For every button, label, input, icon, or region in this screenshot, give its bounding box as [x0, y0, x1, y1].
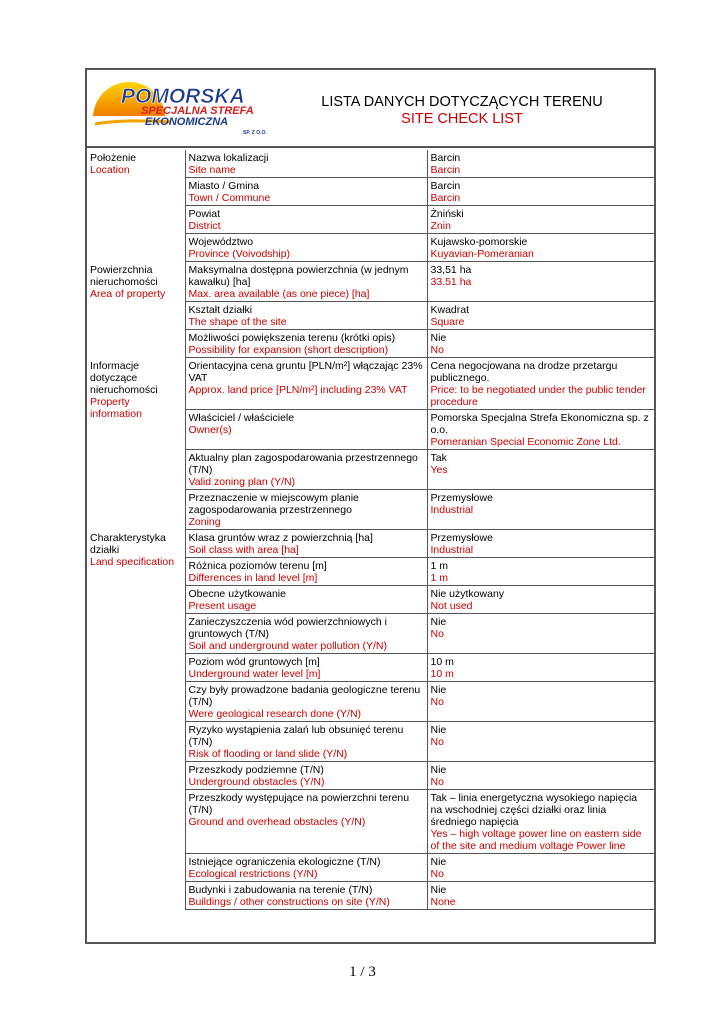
answer-pl: Cena negocjowana na drodze przetargu publicznego. [430, 360, 618, 384]
question-en: Valid zoning plan (Y/N) [188, 476, 296, 488]
question-cell [185, 450, 427, 490]
section-label-en: Property information [90, 395, 142, 420]
question-en: Province (Voivodship) [188, 248, 291, 260]
answer-en: No [430, 696, 444, 708]
answer-en: Znin [430, 220, 451, 232]
section-label-en: Location [90, 164, 130, 176]
question-pl: Obecne użytkowanie [188, 588, 286, 600]
question-pl: Województwo [188, 236, 254, 248]
question-en: Present usage [188, 600, 257, 612]
answer-pl: Barcin [430, 152, 461, 164]
answer-en: Industrial [430, 544, 474, 556]
answer-pl: Nie [430, 884, 447, 896]
answer-cell [427, 762, 654, 790]
pomorska-logo [91, 78, 271, 138]
answer-pl: 33,51 ha [430, 264, 472, 276]
table-row [87, 262, 654, 302]
page-number: 1 / 3 [349, 964, 376, 980]
section-label [87, 530, 185, 910]
question-pl: Czy były prowadzone badania geologiczne terenu (T/N) [188, 684, 421, 708]
question-cell [185, 490, 427, 530]
question-pl: Właściciel / właściciele [188, 412, 295, 424]
answer-en: Yes [430, 464, 448, 476]
logo-suffix: SP. Z O.O. [243, 130, 267, 136]
answer-en: No [430, 628, 444, 640]
answer-en: Industrial [430, 504, 474, 516]
question-en: Town / Commune [188, 192, 271, 204]
answer-en: Not used [430, 600, 473, 612]
question-en: Soil class with area [ha] [188, 544, 299, 556]
answer-pl: Nie [430, 764, 447, 776]
answer-cell [427, 682, 654, 722]
question-cell [185, 882, 427, 910]
answer-cell [427, 450, 654, 490]
answer-en: 10 m [430, 668, 454, 680]
answer-pl: Żniński [430, 208, 464, 220]
question-pl: Przeznaczenie w miejscowym planie zagospodarowania przestrzennego [188, 492, 359, 516]
question-en: Site name [188, 164, 236, 176]
answer-cell [427, 558, 654, 586]
table-row [87, 150, 654, 178]
question-cell [185, 654, 427, 682]
question-cell [185, 262, 427, 302]
question-cell [185, 330, 427, 358]
question-en: Underground obstacles (Y/N) [188, 776, 325, 788]
section-label [87, 150, 185, 262]
question-cell [185, 586, 427, 614]
answer-cell [427, 654, 654, 682]
answer-cell [427, 490, 654, 530]
section-label-pl: Położenie [90, 152, 137, 164]
answer-cell [427, 330, 654, 358]
question-en: Possibility for expansion (short description) [188, 344, 389, 356]
question-en: Ground and overhead obstacles (Y/N) [188, 816, 366, 828]
answer-cell [427, 178, 654, 206]
answer-en: 1 m [430, 572, 449, 584]
answer-pl: Nie [430, 616, 447, 628]
question-en: Underground water level [m] [188, 668, 321, 680]
answer-en: Barcin [430, 192, 461, 204]
question-pl: Budynki i zabudowania na terenie (T/N) [188, 884, 373, 896]
question-pl: Ryzyko wystąpienia zalań lub obsunięć terenu (T/N) [188, 724, 404, 748]
section-label-en: Area of property [90, 287, 166, 300]
section-label-pl: Charakterystyka działki [90, 531, 166, 556]
question-en: Were geological research done (Y/N) [188, 708, 362, 720]
answer-pl: Tak – linia energetyczna wysokiego napięcia na wschodniej części działki oraz linia średniego napięcia [430, 792, 638, 828]
section-label-en: Land specification [90, 555, 175, 568]
answer-en: None [430, 896, 456, 908]
answer-pl: Kujawsko-pomorskie [430, 236, 528, 248]
answer-cell [427, 358, 654, 410]
question-cell [185, 302, 427, 330]
table-row [87, 358, 654, 410]
question-pl: Możliwości powiększenia terenu (krótki opis) [188, 332, 396, 344]
answer-en: No [430, 868, 444, 880]
logo-graphic [91, 78, 271, 138]
answer-en: 33.51 ha [430, 276, 472, 288]
question-pl: Nazwa lokalizacji [188, 152, 269, 164]
answer-cell [427, 234, 654, 262]
answer-cell [427, 882, 654, 910]
question-en: Soil and underground water pollution (Y/N) [188, 640, 387, 652]
question-cell [185, 410, 427, 450]
question-cell [185, 358, 427, 410]
question-en: Buildings / other constructions on site (Y/N) [188, 896, 390, 908]
question-cell [185, 150, 427, 178]
document-header [87, 70, 654, 148]
title-english: SITE CHECK LIST [401, 111, 523, 127]
answer-pl: Nie użytkowany [430, 588, 505, 600]
question-en: Owner(s) [188, 424, 232, 436]
answer-en: Kuyavian-Pomeranian [430, 248, 534, 260]
question-pl: Powiat [188, 208, 221, 220]
answer-cell [427, 854, 654, 882]
question-cell [185, 790, 427, 854]
question-cell [185, 722, 427, 762]
answer-pl: Nie [430, 724, 447, 736]
answer-pl: Przemysłowe [430, 492, 493, 504]
question-pl: Orientacyjna cena gruntu [PLN/m²] włączając 23% VAT [188, 360, 423, 384]
question-en: Zoning [188, 516, 221, 528]
section-label [87, 262, 185, 358]
site-check-table [87, 150, 654, 910]
question-cell [185, 178, 427, 206]
answer-cell [427, 206, 654, 234]
answer-en: No [430, 736, 444, 748]
question-en: The shape of the site [188, 316, 287, 328]
question-cell [185, 682, 427, 722]
question-pl: Kształt działki [188, 304, 253, 316]
question-cell [185, 234, 427, 262]
table-row [87, 530, 654, 558]
question-en: Differences in land level [m] [188, 572, 318, 584]
answer-cell [427, 586, 654, 614]
question-pl: Przeszkody podziemne (T/N) [188, 764, 324, 776]
answer-cell [427, 262, 654, 302]
question-pl: Klasa gruntów wraz z powierzchnią [ha] [188, 532, 373, 544]
answer-pl: Kwadrat [430, 304, 470, 316]
answer-en: Yes – high voltage power line on eastern side of the site and medium voltage Power line [430, 828, 642, 852]
answer-pl: Nie [430, 856, 447, 868]
question-pl: Maksymalna dostępna powierzchnia (w jednym kawałku) [ha] [188, 264, 409, 288]
section-label-pl: Powierzchnia nieruchomości [90, 263, 158, 288]
answer-cell [427, 410, 654, 450]
logo-name: POMORSKA [121, 85, 245, 108]
answer-cell [427, 722, 654, 762]
question-cell [185, 206, 427, 234]
question-pl: Przeszkody występujące na powierzchni terenu (T/N) [188, 792, 410, 816]
question-cell [185, 614, 427, 654]
question-cell [185, 762, 427, 790]
question-en: District [188, 220, 221, 232]
answer-cell [427, 614, 654, 654]
section-label-pl: Informacje dotyczące nieruchomości [90, 359, 158, 396]
question-cell [185, 530, 427, 558]
question-cell [185, 854, 427, 882]
answer-en: No [430, 776, 444, 788]
question-pl: Różnica poziomów terenu [m] [188, 560, 327, 572]
answer-cell [427, 790, 654, 854]
answer-en: Square [430, 316, 465, 328]
question-pl: Aktualny plan zagospodarowania przestrzennego (T/N) [188, 452, 418, 476]
document-sheet [85, 68, 656, 944]
answer-pl: 1 m [430, 560, 449, 572]
answer-en: Barcin [430, 164, 461, 176]
question-pl: Miasto / Gmina [188, 180, 260, 192]
logo-line2: SPECJALNA STREFA [141, 105, 254, 117]
answer-en: Price: to be negotiated under the public tender procedure [430, 384, 646, 408]
logo-line3: EKONOMICZNA [145, 116, 229, 128]
answer-pl: Nie [430, 332, 447, 344]
answer-pl: Przemysłowe [430, 532, 493, 544]
section-label [87, 358, 185, 530]
answer-en: No [430, 344, 444, 356]
answer-pl: 10 m [430, 656, 454, 668]
question-cell [185, 558, 427, 586]
answer-pl: Tak [430, 452, 447, 464]
question-en: Risk of flooding or land slide (Y/N) [188, 748, 348, 760]
answer-pl: Nie [430, 684, 447, 696]
answer-cell [427, 530, 654, 558]
title-block [277, 94, 647, 128]
question-pl: Poziom wód gruntowych [m] [188, 656, 320, 668]
question-pl: Istniejące ograniczenia ekologiczne (T/N) [188, 856, 381, 868]
question-en: Approx. land price [PLN/m²] including 23% VAT [188, 384, 408, 396]
question-en: Ecological restrictions (Y/N) [188, 868, 318, 880]
question-pl: Zanieczyszczenia wód powierzchniowych i gruntowych (T/N) [188, 616, 387, 640]
answer-en: Pomeranian Special Economic Zone Ltd. [430, 436, 621, 448]
question-en: Max. area available (as one piece) [ha] [188, 288, 370, 300]
answer-cell [427, 302, 654, 330]
title-polish: LISTA DANYCH DOTYCZĄCYCH TERENU [321, 94, 603, 110]
answer-cell [427, 150, 654, 178]
answer-pl: Pomorska Specjalna Strefa Ekonomiczna sp. z o.o. [430, 412, 649, 436]
answer-pl: Barcin [430, 180, 461, 192]
